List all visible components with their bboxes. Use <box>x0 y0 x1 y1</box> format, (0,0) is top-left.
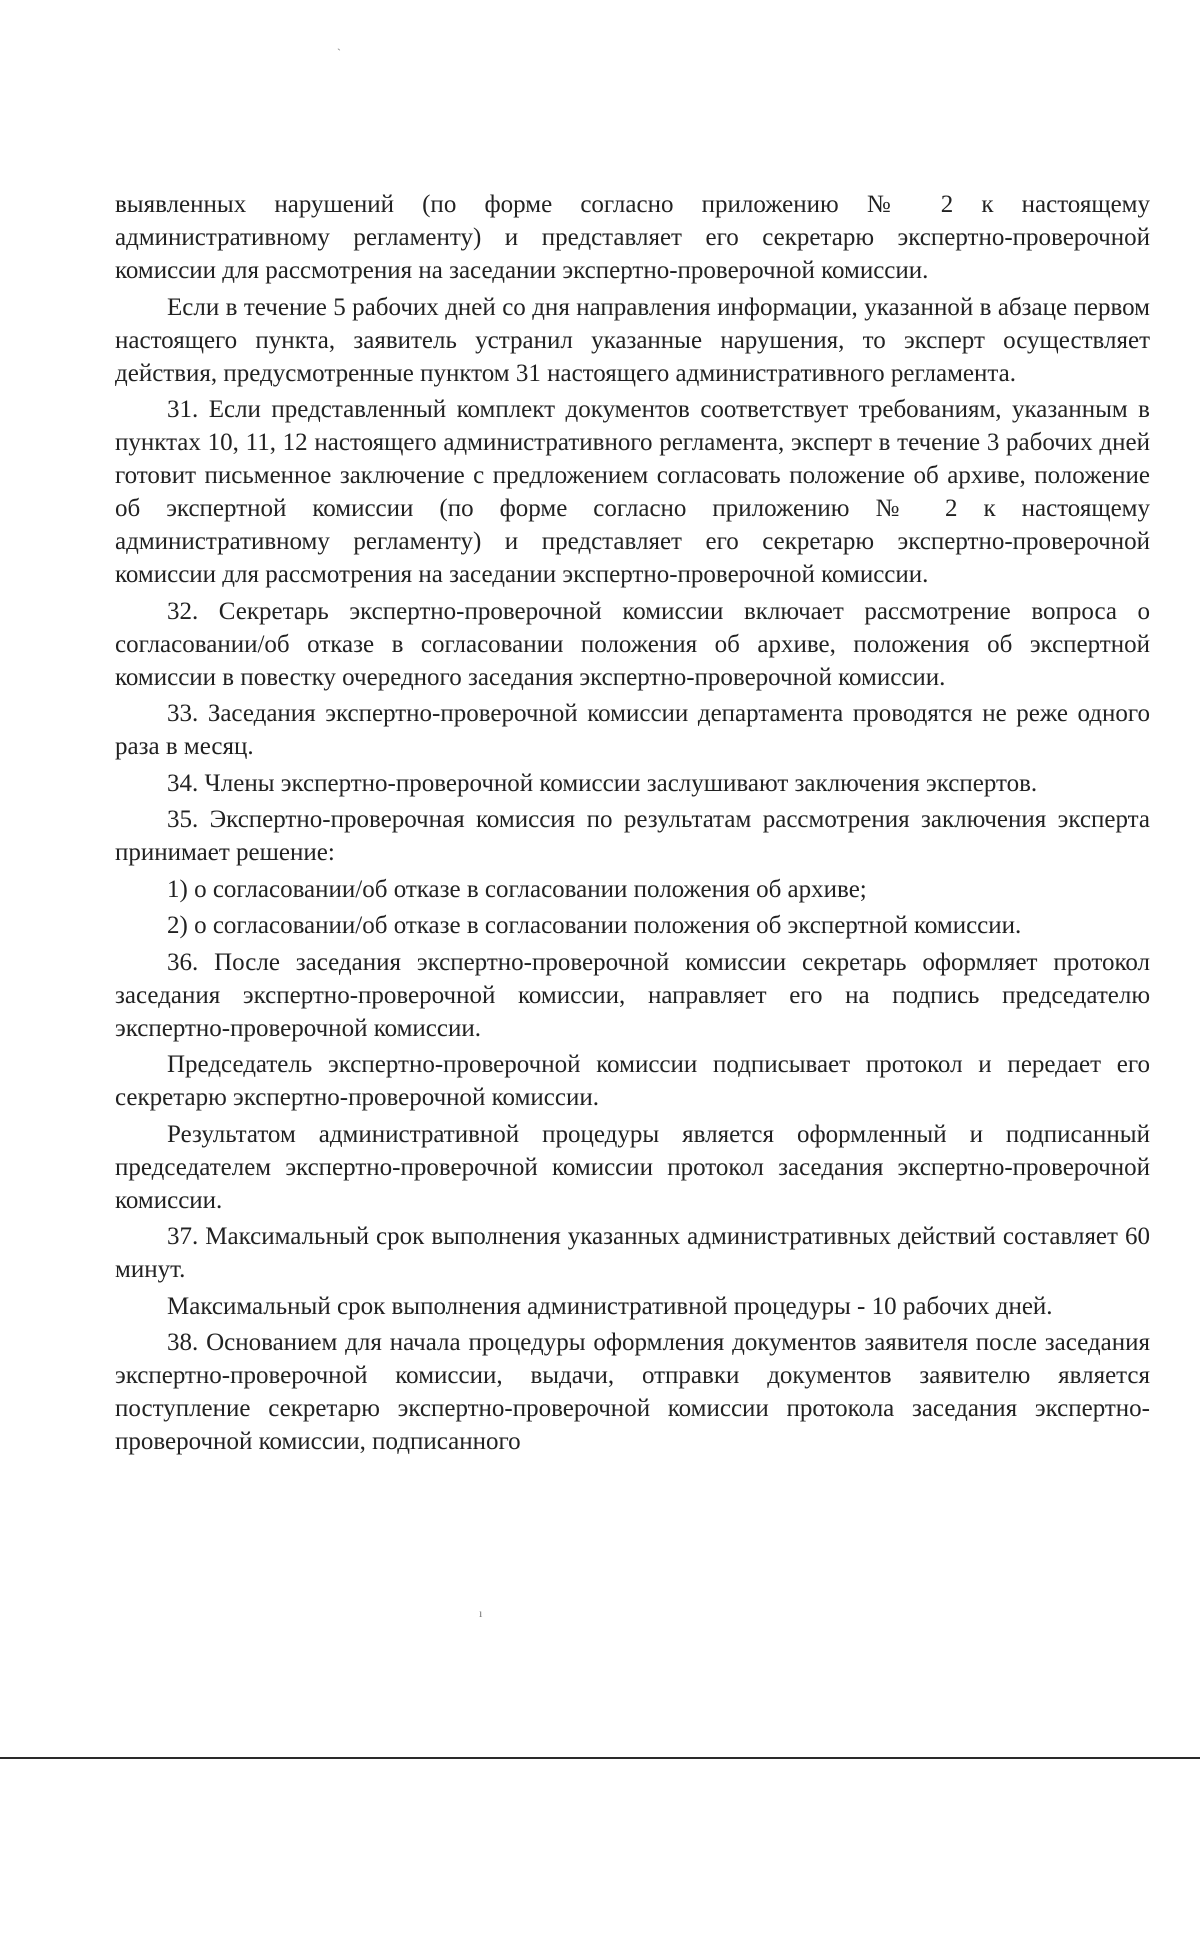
paragraph-35-item-1: 1) о согласовании/об отказе в согласовании положения об архиве; <box>167 875 867 903</box>
paragraph-30-deadline: Если в течение 5 рабочих дней со дня направления информации, указанной в абзаце первом настоящего пункта, заявитель устранил указанные нарушения, то эксперт осуществляет действия, предусмотренные пунктом 31 настоящего административного регламента. <box>115 293 1150 387</box>
paragraph-36: 36. После заседания экспертно-проверочной комиссии секретарь оформляет протокол заседания экспертно-проверочной комиссии, направляет его на подпись председателю экспертно-проверочной комиссии. <box>115 948 1150 1042</box>
paragraph-30-continuation: выявленных нарушений (по форме согласно приложению № 2 к настоящему административному регламенту) и представляет его секретарю экспертно-проверочной комиссии для рассмотрения на заседании экспертно-проверочной комиссии. <box>115 191 1150 284</box>
paragraph-35-item-2: 2) о согласовании/об отказе в согласовании положения об экспертной комиссии. <box>167 912 1022 939</box>
paragraph-34: 34. Члены экспертно-проверочной комиссии заслушивают заключения экспертов. <box>167 769 1038 797</box>
paragraph-38: 38. Основанием для начала процедуры оформления документов заявителя после заседания экспертно-проверочной комиссии, выдачи, отправки документов заявителю является поступление секретарю экспертно-проверочной комиссии протокола заседания экспертно-проверочной комиссии, подписанного <box>115 1329 1150 1455</box>
scan-mark-top: ` <box>337 46 341 60</box>
document-body <box>115 188 1150 1462</box>
scan-edge-line <box>0 1757 1200 1759</box>
paragraph-37-procedure-term: Максимальный срок выполнения административной процедуры - 10 рабочих дней. <box>167 1292 1053 1320</box>
paragraph-36-chairman: Председатель экспертно-проверочной комиссии подписывает протокол и передает его секретарю экспертно-проверочной комиссии. <box>115 1051 1150 1111</box>
paragraph-33: 33. Заседания экспертно-проверочной комиссии департамента проводятся не реже одного раза в месяц. <box>115 700 1150 760</box>
paragraph-37: 37. Максимальный срок выполнения указанных административных действий составляет 60 минут. <box>115 1223 1150 1283</box>
paragraph-35: 35. Экспертно-проверочная комиссия по результатам рассмотрения заключения эксперта принимает решение: <box>115 806 1150 866</box>
paragraph-32: 32. Секретарь экспертно-проверочной комиссии включает рассмотрение вопроса о согласовании/об отказе в согласовании положения об архиве, положения об экспертной комиссии в повестку очередного заседания экспертно-проверочной комиссии. <box>115 597 1150 691</box>
paragraph-31: 31. Если представленный комплект документов соответствует требованиям, указанным в пунктах 10, 11, 12 настоящего административного регламента, эксперт в течение 3 рабочих дней готовит письменное заключение с предложением согласовать положение об архиве, положение об экспертной комиссии (по форме согласно приложению № 2 к настоящему административному регламенту) и представляет его секретарю экспертно-проверочной комиссии для рассмотрения на заседании экспертно-проверочной комиссии. <box>115 396 1150 588</box>
scan-mark-bottom: ı <box>479 1606 483 1620</box>
paragraph-36-result: Результатом административной процедуры является оформленный и подписанный председателем экспертно-проверочной комиссии протокол заседания экспертно-проверочной комиссии. <box>115 1120 1150 1214</box>
